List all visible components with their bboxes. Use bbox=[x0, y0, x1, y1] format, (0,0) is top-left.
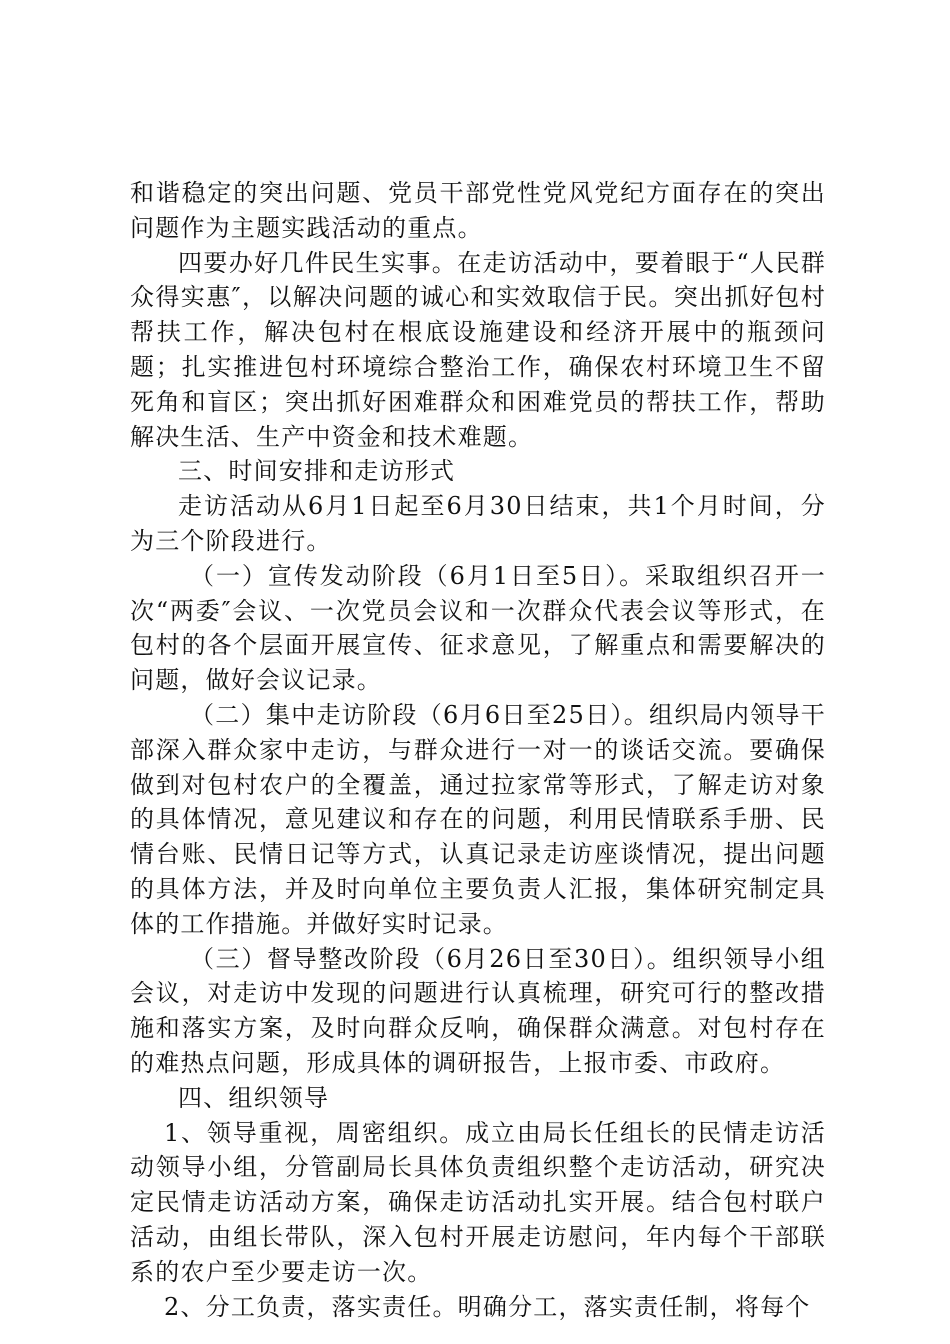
paragraph-phase-three: （三）督导整改阶段（6月26日至30日）。组织领导小组会议，对走访中发现的问题进行认真梳理，研究可行的整改措施和落实方案，及时向群众反响，确保群众满意。对包村存在的难热点问题，形成具体的调研报告，上报市委、市政府。 bbox=[130, 944, 826, 1077]
paragraph-leadership-item-2: 2、分工负责，落实责任。明确分工，落实责任制，将每个 bbox=[164, 1292, 811, 1321]
section-heading-leadership: 四、组织领导 bbox=[178, 1083, 330, 1112]
paragraph-phase-one: （一）宣传发动阶段（6月1日至5日）。采取组织召开一次“两委″会议、一次党员会议和一次群众代表会议等形式，在包村的各个层面开展宣传、征求意见，了解重点和需要解决的问题，做好会议记录。 bbox=[130, 561, 826, 695]
paragraph-schedule-overview: 走访活动从6月1日起至6月30日结束，共1个月时间，分为三个阶段进行。 bbox=[130, 492, 826, 555]
paragraph-phase-two: （二）集中走访阶段（6月6日至25日）。组织局内领导干部深入群众家中走访，与群众进行一对一的谈话交流。要确保做到对包村农户的全覆盖，通过拉家常等形式，了解走访对象的具体情况，意见建议和存在的问题，利用民情联系手册、民情台账、民情日记等方式，认真记录走访座谈情况，提出问题的具体方法，并及时向单位主要负责人汇报，集体研究制定具体的工作措施。并做好实时记录。 bbox=[130, 700, 826, 938]
paragraph-leadership-item-1: 1、领导重视，周密组织。成立由局长任组长的民情走访活动领导小组，分管副局长具体负责组织整个走访活动，研究决定民情走访活动方案，确保走访活动扎实开展。结合包村联户活动，由组长带队，深入包村开展走访慰问，年内每个干部联系的农户至少要走访一次。 bbox=[130, 1118, 826, 1286]
document-body bbox=[130, 176, 826, 1324]
section-heading-schedule: 三、时间安排和走访形式 bbox=[178, 457, 456, 486]
paragraph-livelihood-projects: 四要办好几件民生实事。在走访活动中，要着眼于“人民群众得实惠″，以解决问题的诚心和实效取信于民。突出抓好包村帮扶工作，解决包村在根底设施建设和经济开展中的瓶颈问题；扎实推进包村环境综合整治工作，确保农村环境卫生不留死角和盲区；突出抓好困难群众和困难党员的帮扶工作，帮助解决生活、生产中资金和技术难题。 bbox=[130, 248, 826, 451]
paragraph-continuation: 和谐稳定的突出问题、党员干部党性党风党纪方面存在的突出问题作为主题实践活动的重点。 bbox=[130, 179, 826, 242]
